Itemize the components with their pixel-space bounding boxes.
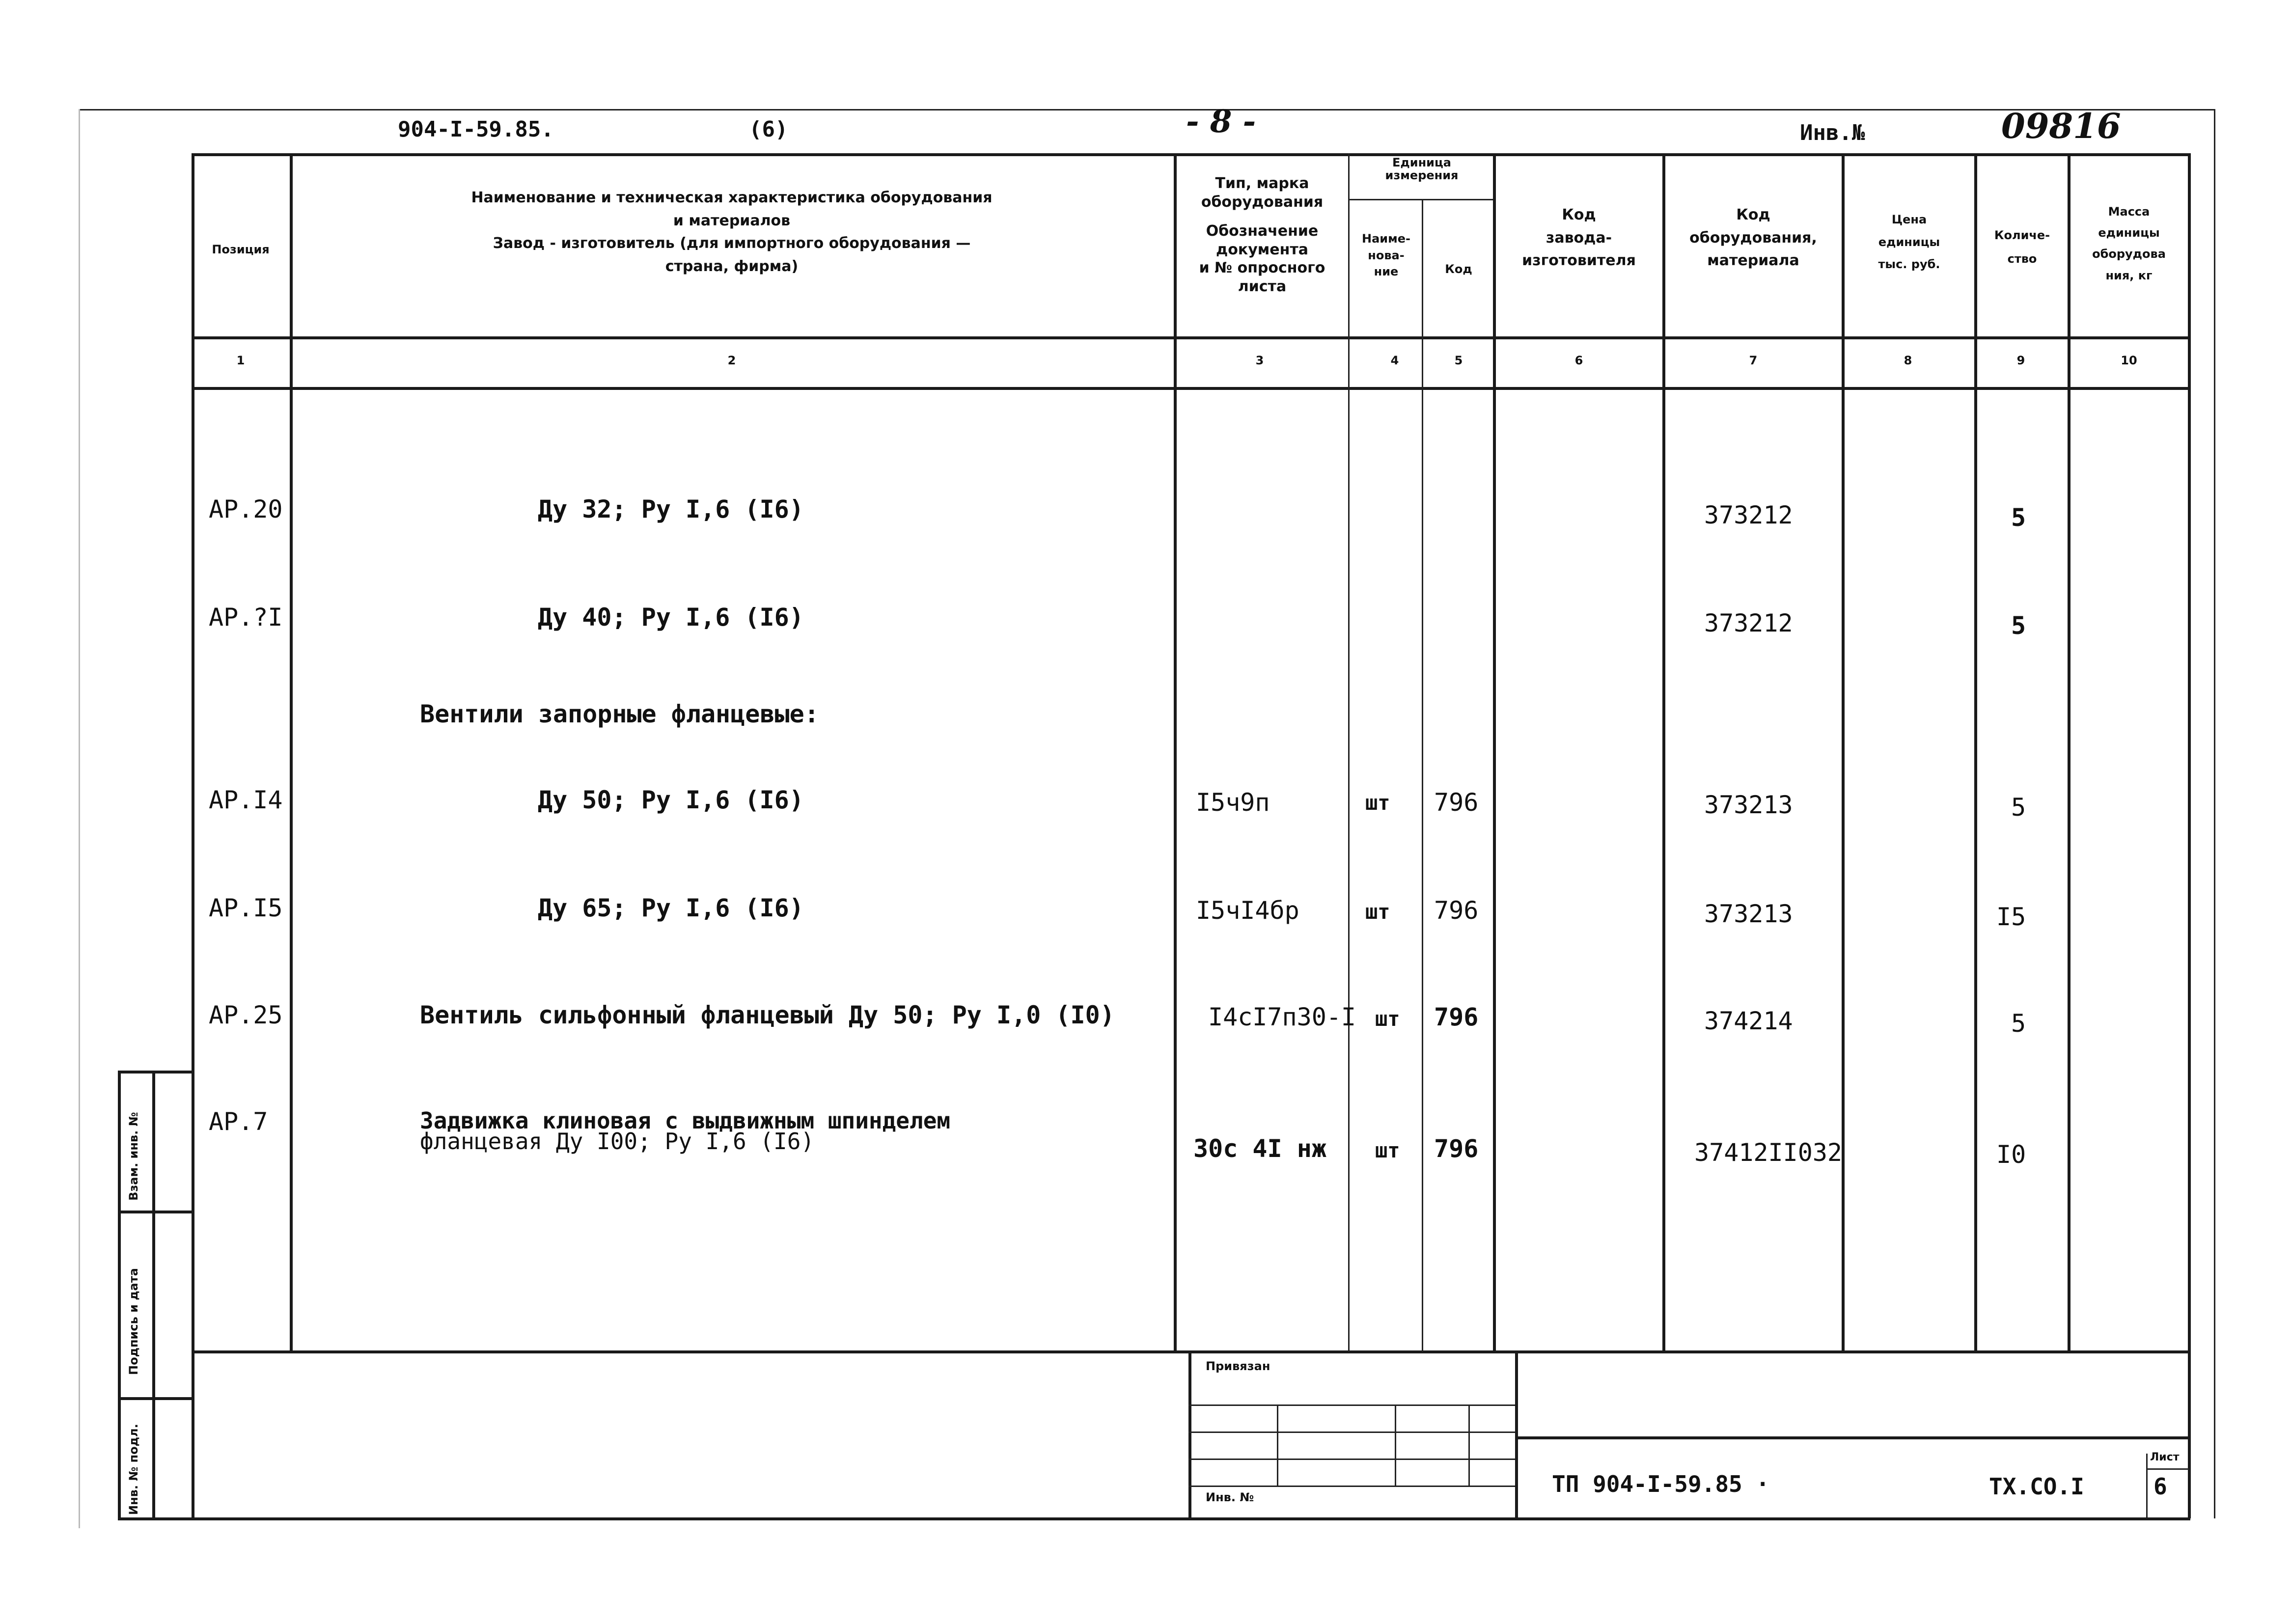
row-6-type: 30с 4I нж bbox=[1193, 1134, 1326, 1163]
stamp-left-line bbox=[118, 1071, 121, 1518]
outer-left-tick bbox=[79, 109, 80, 1528]
col-line-2 bbox=[1174, 153, 1177, 1351]
col-line-1 bbox=[290, 153, 293, 1351]
col8-header: Цена единицы тыс. руб. bbox=[1878, 213, 1940, 272]
stamp-mid-line bbox=[152, 1071, 155, 1518]
row-1-equip-code: 373212 bbox=[1704, 501, 1793, 529]
row-1-name: Ду 32; Ру I,6 (I6) bbox=[538, 495, 804, 523]
list-box-top bbox=[2146, 1468, 2189, 1470]
row-2-qty: 5 bbox=[2011, 611, 2026, 640]
list-box-left bbox=[2146, 1454, 2148, 1517]
colnum-9: 9 bbox=[2016, 354, 2025, 367]
row-5-equip-code: 374214 bbox=[1704, 1007, 1793, 1035]
header-bottom-border bbox=[192, 336, 2190, 339]
doc-code: ТП 904-I-59.85 · bbox=[1552, 1471, 1770, 1497]
col5-header: Код bbox=[1445, 262, 1472, 276]
unit-group-line bbox=[1348, 199, 1493, 200]
table-top-border bbox=[192, 153, 2190, 156]
colnum-7: 7 bbox=[1749, 354, 1758, 367]
privyazan-line-1 bbox=[1188, 1404, 1515, 1406]
doc-reference: 904-I-59.85. bbox=[398, 117, 554, 142]
title-mid-line bbox=[1515, 1436, 2188, 1439]
group-title-valves: Вентили запорные фланцевые: bbox=[420, 700, 819, 728]
colnum-6: 6 bbox=[1574, 354, 1583, 367]
col3-header: Тип, марка оборудования Обозначение документа и № опросного листа bbox=[1199, 175, 1325, 295]
col-line-10 bbox=[2188, 153, 2191, 1518]
row-5-position: АР.25 bbox=[209, 1001, 283, 1029]
row-2-name: Ду 40; Ру I,6 (I6) bbox=[538, 603, 804, 632]
privyazan-line-4 bbox=[1188, 1486, 1515, 1487]
privyazan-line-2 bbox=[1188, 1431, 1515, 1433]
row-4-equip-code: 373213 bbox=[1704, 900, 1793, 928]
row-5-name: Вентиль сильфонный фланцевый Ду 50; Ру I,0 (I0) bbox=[420, 1001, 1115, 1029]
row-1-qty: 5 bbox=[2011, 503, 2026, 532]
row-3-unit-code: 796 bbox=[1434, 788, 1479, 817]
row-1-position: АР.20 bbox=[209, 495, 283, 523]
privyazan-label: Привязан bbox=[1206, 1359, 1270, 1373]
row-3-equip-code: 373213 bbox=[1704, 791, 1793, 819]
col-line-5 bbox=[1493, 153, 1496, 1351]
list-number: 6 bbox=[2153, 1473, 2167, 1500]
colnum-bottom-border bbox=[192, 387, 2190, 390]
colnum-2: 2 bbox=[727, 354, 736, 367]
col-line-0 bbox=[192, 153, 194, 1518]
row-5-qty: 5 bbox=[2011, 1009, 2026, 1038]
inv-no-label: Инв. № bbox=[1206, 1490, 1254, 1504]
privyazan-v-1 bbox=[1277, 1404, 1278, 1486]
row-4-position: АР.I5 bbox=[209, 894, 283, 922]
row-2-position: АР.?I bbox=[209, 603, 283, 632]
col-line-8 bbox=[1974, 153, 1977, 1351]
stamp-sep-2 bbox=[118, 1397, 192, 1400]
row-3-qty: 5 bbox=[2011, 793, 2026, 822]
col1-header: Позиция bbox=[212, 243, 270, 256]
colnum-1: 1 bbox=[236, 354, 245, 367]
row-4-unit: шт bbox=[1365, 900, 1390, 924]
col6-header: Код завода- изготовителя bbox=[1522, 206, 1636, 269]
colnum-3: 3 bbox=[1255, 354, 1264, 367]
row-6-name-line2: фланцевая Ду I00; Ру I,6 (I6) bbox=[420, 1128, 815, 1155]
privyazan-v-2 bbox=[1395, 1404, 1396, 1486]
col4-header: Наиме- нова- ние bbox=[1362, 232, 1410, 279]
row-4-type: I5чI4бр bbox=[1196, 896, 1299, 925]
col-line-9 bbox=[2068, 153, 2070, 1351]
unit-group-header: Единица измерения bbox=[1385, 156, 1459, 183]
row-6-equip-code: 37412II032 bbox=[1694, 1138, 1843, 1167]
privyazan-v-3 bbox=[1468, 1404, 1470, 1486]
colnum-5: 5 bbox=[1454, 354, 1463, 367]
list-label: Лист bbox=[2150, 1451, 2180, 1463]
row-6-unit-code: 796 bbox=[1434, 1134, 1479, 1163]
stamp-vzam-inv: Взам. инв. № bbox=[127, 1112, 140, 1201]
col2-header: Наименование и техническая характеристика оборудования и материалов Завод - изготовитель (для импортного оборудования — страна, фирма) bbox=[471, 189, 993, 275]
page-bottom-border bbox=[118, 1517, 2190, 1520]
col-line-3 bbox=[1348, 153, 1350, 1351]
stamp-podpis-data: Подпись и дата bbox=[127, 1268, 140, 1375]
inv-label: Инв.№ bbox=[1800, 120, 1865, 145]
sheet-paren: (6) bbox=[749, 117, 788, 142]
row-6-position: АР.7 bbox=[209, 1107, 268, 1136]
col-line-6 bbox=[1662, 153, 1665, 1351]
col-line-4 bbox=[1422, 199, 1423, 1351]
stamp-inv-podl: Инв. № подл. bbox=[127, 1424, 140, 1515]
col9-header: Количе- ство bbox=[1994, 228, 2050, 266]
row-4-name: Ду 65; Ру I,6 (I6) bbox=[538, 894, 804, 922]
row-4-qty: I5 bbox=[1996, 903, 2026, 931]
row-3-unit: шт bbox=[1365, 791, 1390, 815]
privyazan-line-3 bbox=[1188, 1459, 1515, 1460]
col7-header: Код оборудования, материала bbox=[1689, 206, 1817, 269]
row-3-position: АР.I4 bbox=[209, 786, 283, 814]
privyazan-right-line bbox=[1515, 1350, 1518, 1518]
top-frame-line bbox=[79, 109, 2215, 110]
row-3-type: I5ч9п bbox=[1196, 788, 1270, 817]
doc-mark: ТХ.СО.I bbox=[1989, 1473, 2084, 1500]
stamp-sep-1 bbox=[118, 1211, 192, 1213]
row-2-equip-code: 373212 bbox=[1704, 609, 1793, 637]
row-6-qty: I0 bbox=[1996, 1140, 2026, 1169]
colnum-4: 4 bbox=[1390, 354, 1399, 367]
privyazan-left-line bbox=[1188, 1350, 1191, 1518]
row-5-type: I4сI7п30-I bbox=[1208, 1003, 1356, 1031]
col-line-7 bbox=[1842, 153, 1845, 1351]
row-4-unit-code: 796 bbox=[1434, 896, 1479, 925]
colnum-10: 10 bbox=[2121, 354, 2137, 367]
stamp-top-line bbox=[118, 1071, 192, 1073]
row-6-unit: шт bbox=[1375, 1138, 1400, 1162]
col10-header: Масса единицы оборудова ния, кг bbox=[2092, 205, 2166, 282]
outer-right-frame bbox=[2214, 109, 2215, 1518]
row-6-name-line1: Задвижка клиновая с выдвижным шпинделем bbox=[420, 1107, 951, 1134]
row-5-unit-code: 796 bbox=[1434, 1003, 1479, 1031]
colnum-8: 8 bbox=[1904, 354, 1912, 367]
row-3-name: Ду 50; Ру I,6 (I6) bbox=[538, 786, 804, 814]
inv-number: 09816 bbox=[2001, 106, 2121, 146]
row-5-unit: шт bbox=[1375, 1007, 1400, 1031]
page-mark: - 8 - bbox=[1186, 103, 1256, 140]
